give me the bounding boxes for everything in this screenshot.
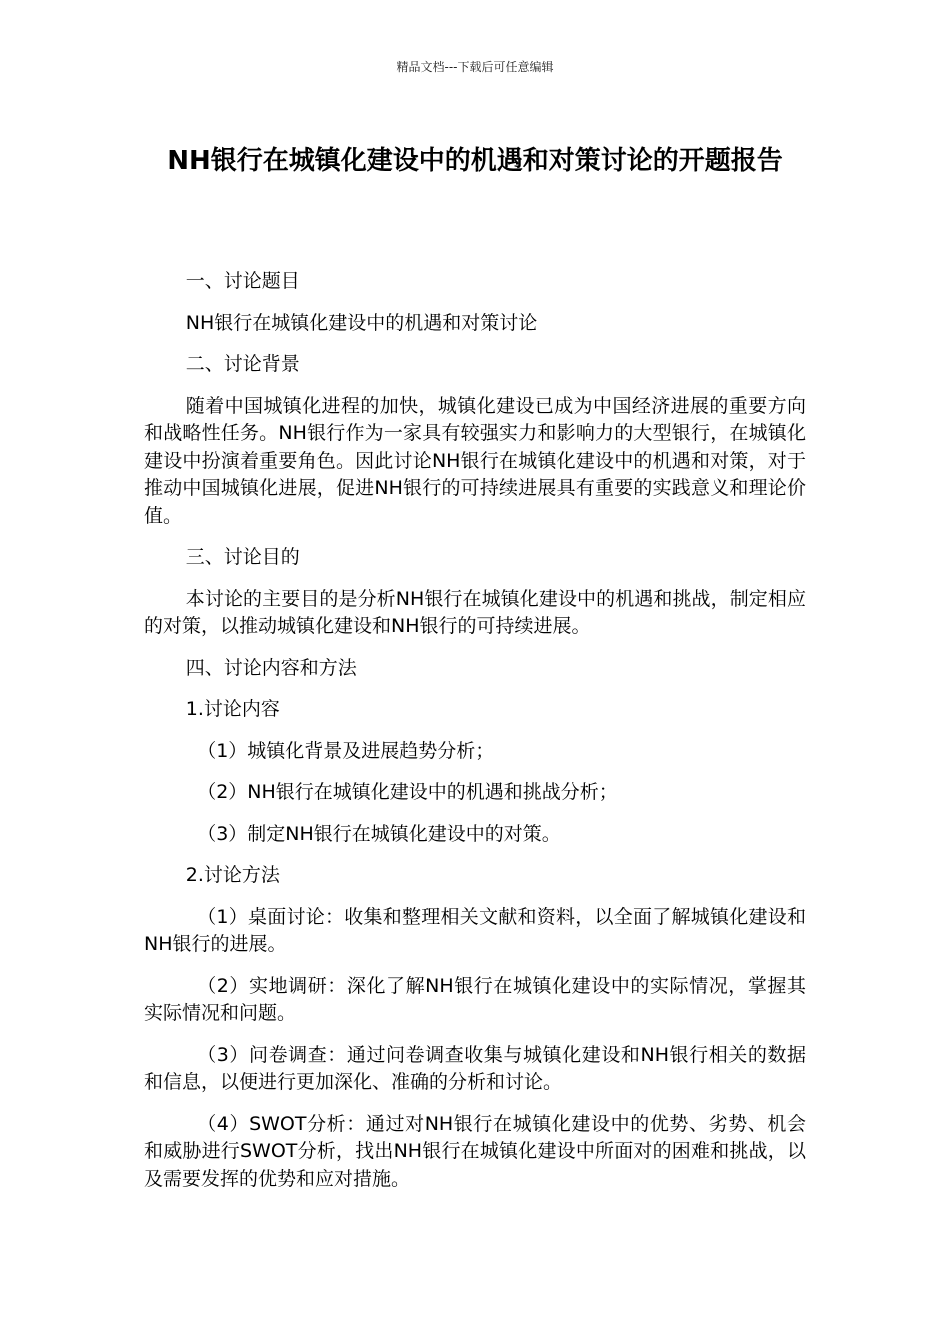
method-item-2: （2）实地调研：深化了解NH银行在城镇化建设中的实际情况，掌握其实际情况和问题。 [144, 974, 806, 1024]
content-item-2: （2）NH银行在城镇化建设中的机遇和挑战分析； [197, 781, 618, 803]
method-item-3: （3）问卷调查：通过问卷调查收集与城镇化建设和NH银行相关的数据和信息，以便进行更加深化、准确的分析和讨论。 [144, 1043, 806, 1093]
content-item-3: （3）制定NH银行在城镇化建设中的对策。 [197, 822, 561, 845]
document-title: NH银行在城镇化建设中的机遇和对策讨论的开题报告 [167, 146, 783, 176]
document-body [144, 268, 806, 1207]
method-item-4: （4）SWOT分析：通过对NH银行在城镇化建设中的优势、劣势、机会和威胁进行SWOT分析，找出NH银行在城镇化建设中所面对的困难和挑战，以及需要发挥的优势和应对措施。 [144, 1112, 806, 1190]
section-heading-background: 二、讨论背景 [185, 353, 300, 375]
header-note: 精品文档---下载后可任意编辑 [396, 60, 554, 74]
method-item-1: （1）桌面讨论：收集和整理相关文献和资料，以全面了解城镇化建设和NH银行的进展。 [144, 905, 806, 955]
purpose-paragraph: 本讨论的主要目的是分析NH银行在城镇化建设中的机遇和挑战，制定相应的对策，以推动城镇化建设和NH银行的可持续进展。 [144, 587, 806, 637]
section-heading-purpose: 三、讨论目的 [185, 546, 300, 568]
topic-text: NH银行在城镇化建设中的机遇和对策讨论 [185, 311, 538, 334]
section-heading-content-method: 四、讨论内容和方法 [185, 656, 357, 679]
background-paragraph: 随着中国城镇化进程的加快，城镇化建设已成为中国经济进展的重要方向和战略性任务。NH银行作为一家具有较强实力和影响力的大型银行，在城镇化建设中扮演着重要角色。因此讨论NH银行在城镇化建设中的机遇和对策，对于推动中国城镇化进展，促进NH银行的可持续进展具有重要的实践意义和理论价值。 [144, 394, 806, 527]
section-heading-topic: 一、讨论题目 [185, 270, 300, 292]
content-item-1: （1）城镇化背景及进展趋势分析； [197, 739, 495, 762]
subheading-content: 1.讨论内容 [185, 698, 280, 720]
subheading-method: 2.讨论方法 [185, 864, 280, 886]
